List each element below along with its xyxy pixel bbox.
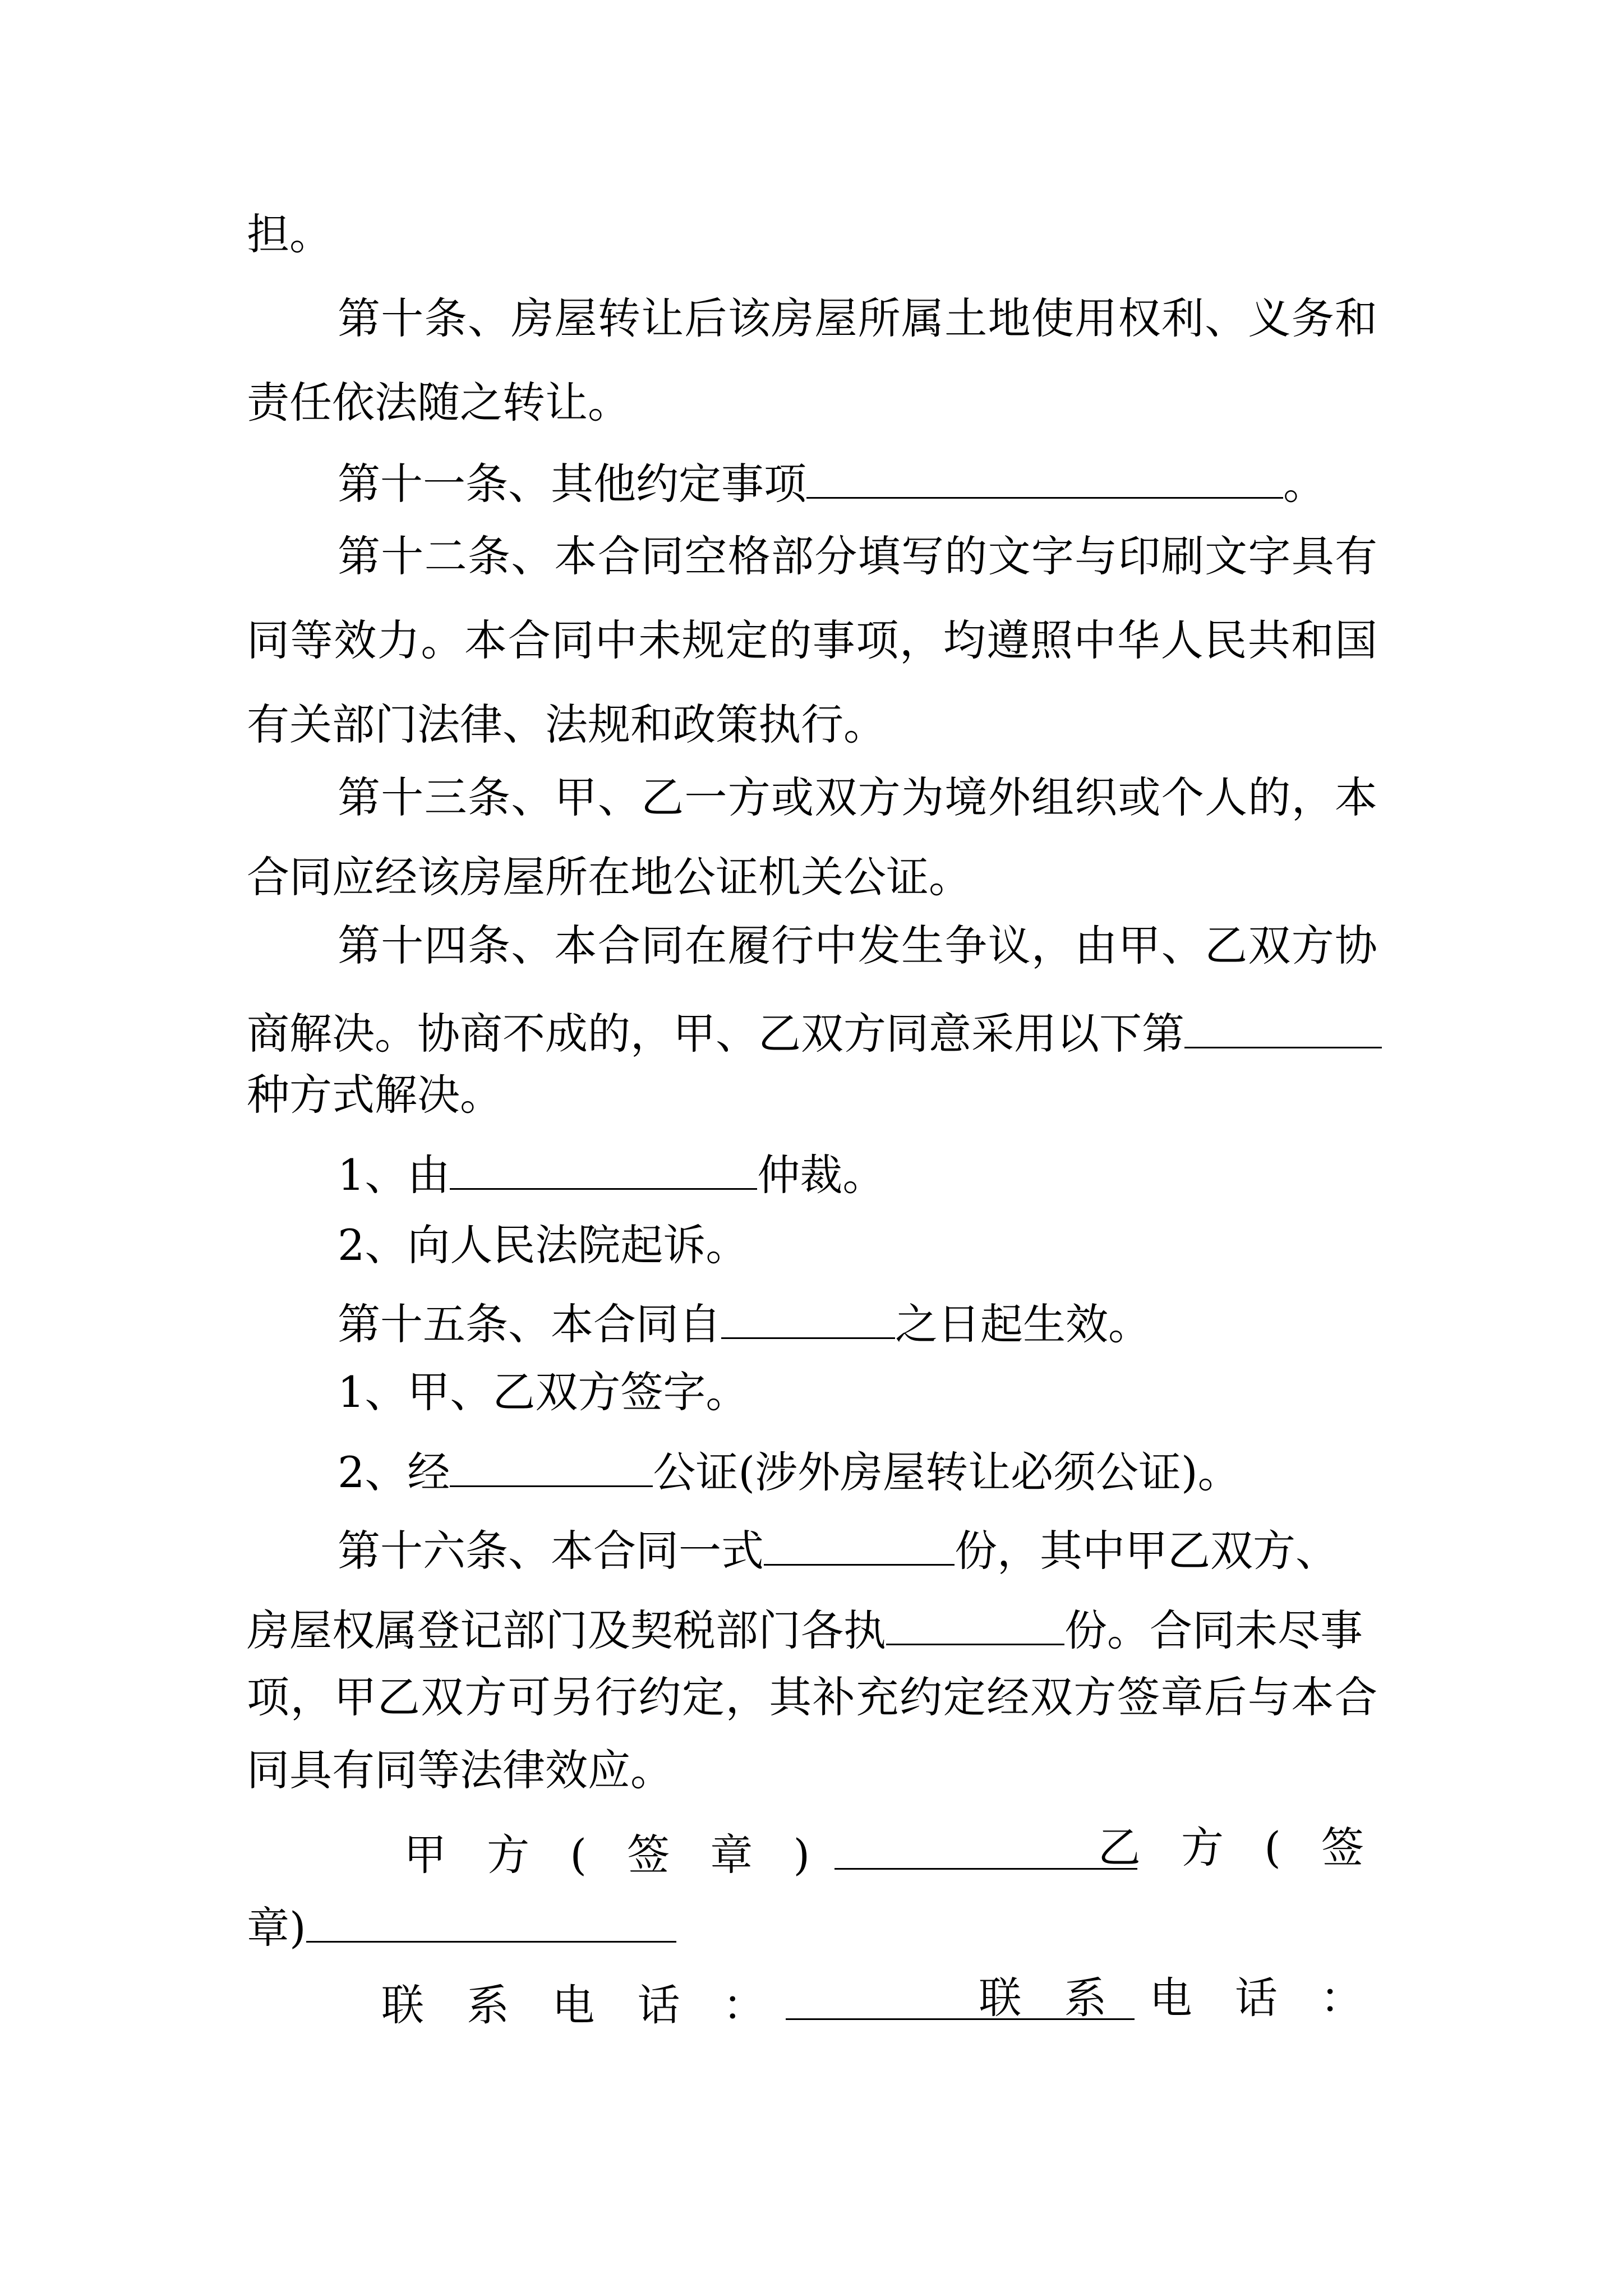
- text-fragment: 份。合同未尽事: [1064, 1605, 1363, 1655]
- article-14-line-2: [247, 999, 1377, 1059]
- article-15-line: [338, 1289, 1377, 1349]
- party-a-phone-label: 联 系 电 话 ：: [381, 1980, 780, 2030]
- article-11-line: [338, 449, 1377, 509]
- effective-date-blank[interactable]: [721, 1289, 895, 1339]
- notary-blank[interactable]: [450, 1437, 653, 1487]
- text-fragment: 。: [1283, 459, 1326, 509]
- text-fragment: 商解决。协商不成的，甲、乙双方同意采用以下第: [247, 1009, 1184, 1059]
- other-terms-blank[interactable]: [806, 449, 1283, 499]
- dispute-method-blank[interactable]: [1184, 999, 1382, 1048]
- party-b-phone-label: 联 系 电 话 ：: [979, 1973, 1377, 2023]
- phone-row: [381, 1970, 1377, 2030]
- party-b-signature-blank[interactable]: [306, 1893, 676, 1943]
- article-16-line-2: [247, 1595, 1377, 1655]
- article-12-line-3: [247, 697, 1377, 753]
- signature-row: [404, 1820, 1377, 1880]
- article-12-line-2: [247, 613, 1377, 669]
- text-fragment: 仲裁。: [757, 1150, 886, 1200]
- article-13-line-2: [247, 849, 1377, 905]
- copies-each-blank[interactable]: [886, 1595, 1064, 1645]
- party-b-signature-label: 乙 方 ( 签: [1098, 1823, 1377, 1872]
- article-15-item-1: [338, 1364, 1377, 1420]
- text-fragment: 种方式解决。: [247, 1070, 502, 1120]
- text-fragment: 责任依法随之转让。: [247, 378, 630, 427]
- text-fragment: 1、由: [338, 1150, 450, 1200]
- article-14-line-3: [247, 1067, 1377, 1123]
- text-fragment: 第十六条、本合同一式: [338, 1526, 764, 1576]
- text-fragment: 第十四条、本合同在履行中发生争议，由甲、乙双方协: [338, 921, 1377, 970]
- article-10-line-1: [338, 291, 1377, 347]
- text-fragment: 同具有同等法律效应。: [247, 1745, 673, 1795]
- article-16-line-1: [338, 1516, 1377, 1576]
- text-fragment: 之日起生效。: [895, 1299, 1151, 1349]
- text-fragment: 公证(涉外房屋转让必须公证)。: [653, 1447, 1241, 1497]
- article-12-line-1: [338, 528, 1377, 585]
- text-fragment: 1、甲、乙双方签字。: [338, 1367, 749, 1417]
- text-fragment: 章): [247, 1903, 306, 1953]
- signature-row-2: [247, 1893, 1377, 1953]
- text-fragment: 第十三条、甲、乙一方或双方为境外组织或个人的，本: [338, 772, 1377, 822]
- text-fragment: 第十一条、其他约定事项: [338, 459, 806, 509]
- article-15-item-2: [338, 1437, 1377, 1497]
- option-1-line: [338, 1140, 1377, 1200]
- article-16-line-4: [247, 1742, 1377, 1798]
- text-fragment: 第十条、房屋转让后该房屋所属土地使用权利、义务和: [338, 293, 1377, 343]
- text-fragment: 有关部门法律、法规和政策执行。: [247, 700, 886, 749]
- text-fragment: 份，其中甲乙双方、: [955, 1526, 1338, 1576]
- arbitration-body-blank[interactable]: [450, 1140, 757, 1190]
- article-10-line-2: [247, 375, 1377, 431]
- copies-total-blank[interactable]: [764, 1516, 955, 1566]
- article-16-line-3: [247, 1669, 1377, 1726]
- article-14-line-1: [338, 918, 1377, 974]
- text-fragment: 房屋权属登记部门及契税部门各执: [247, 1605, 886, 1655]
- text-fragment: 第十五条、本合同自: [338, 1299, 721, 1349]
- option-2-line: [338, 1217, 1377, 1273]
- text-fragment: 同等效力。本合同中未规定的事项，均遵照中华人民共和国: [247, 615, 1377, 665]
- party-a-signature-label: 甲 方 ( 签 章 ): [404, 1830, 824, 1880]
- article-13-line-1: [338, 770, 1377, 826]
- text-fragment: 2、向人民法院起诉。: [338, 1220, 749, 1270]
- text-fragment: 合同应经该房屋所在地公证机关公证。: [247, 852, 971, 902]
- party-a-signature-blank[interactable]: [834, 1820, 1137, 1870]
- text-fragment: 担。: [247, 209, 332, 259]
- text-fragment: 第十二条、本合同空格部分填写的文字与印刷文字具有: [338, 531, 1377, 581]
- text-fragment: 2、经: [338, 1447, 450, 1497]
- text-fragment: 项，甲乙双方可另行约定，其补充约定经双方签章后与本合: [247, 1672, 1377, 1722]
- text-line: [247, 206, 1377, 263]
